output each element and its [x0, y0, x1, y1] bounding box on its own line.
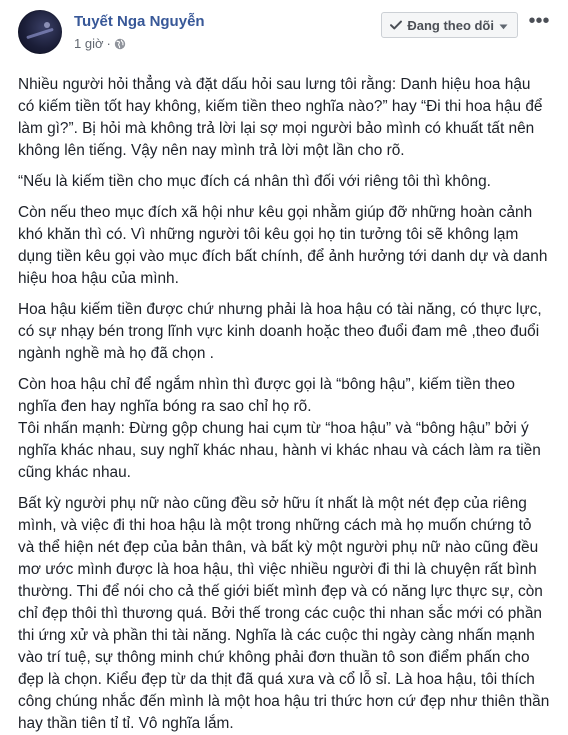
- check-icon: [390, 18, 402, 33]
- more-options-button[interactable]: [528, 10, 550, 36]
- author-name[interactable]: Tuyết Nga Nguyễn: [74, 13, 205, 30]
- post-timestamp[interactable]: 1 giờ: [74, 36, 104, 51]
- post-paragraph: Còn nếu theo mục đích xã hội như kêu gọi nhằm giúp đỡ những hoàn cảnh khó khăn thì có. Vì những người tôi kêu gọi họ tin tưởng tôi sẽ không lạm dụng tiền kêu gọi vào mục đích bất chính, để ảnh hưởng tới danh dự và danh hiệu hoa hậu của mình.: [18, 204, 548, 287]
- post-paragraph: “Nếu là kiếm tiền cho mục đích cá nhân thì đối với riêng tôi thì không.: [18, 173, 491, 190]
- post-header: [18, 10, 550, 60]
- caret-down-icon: [499, 18, 508, 33]
- avatar-decoration: [26, 28, 54, 40]
- avatar-highlight: [44, 22, 50, 28]
- meta-separator: ·: [106, 36, 111, 51]
- following-button[interactable]: [381, 12, 518, 38]
- more-options-icon: •••: [528, 10, 550, 32]
- globe-icon[interactable]: [114, 38, 126, 50]
- post-body: [18, 74, 550, 735]
- post-paragraph: Hoa hậu kiếm tiền được chứ nhưng phải là hoa hậu có tài năng, có thực lực, có sự nhạy bén trong lĩnh vực kinh doanh hoặc theo đuổi đam mê ,theo đuổi ngành nghề mà họ đã chọn .: [18, 301, 542, 362]
- post-paragraph: Nhiều người hỏi thẳng và đặt dấu hỏi sau lưng tôi rằng: Danh hiệu hoa hậu có kiếm tiền tốt hay không, kiếm tiền theo nghĩa nào?” hay “Đi thi hoa hậu để làm gì?”. Bị hỏi mà không trả lời lại sợ mọi người bảo mình có khuất tất nên không lên tiếng. Vậy nên nay mình trả lời một lần cho rõ.: [18, 76, 543, 159]
- following-label: Đang theo dõi: [407, 17, 494, 33]
- post-paragraph: Còn hoa hậu chỉ để ngắm nhìn thì được gọi là “bông hậu”, kiếm tiền theo nghĩa đen hay nghĩa bóng ra sao chỉ họ rõ. Tôi nhấn mạnh: Đừng gộp chung hai cụm từ “hoa hậu” và “bông hậu” bởi ý nghĩa khác nhau, suy nghĩ khác nhau, hành vi khác nhau và cách làm ra tiền cũng khác nhau.: [18, 376, 541, 481]
- post-meta: [74, 36, 126, 51]
- avatar[interactable]: [18, 10, 62, 54]
- post-paragraph: Bất kỳ người phụ nữ nào cũng đều sở hữu ít nhất là một nét đẹp của riêng mình, và việc đi thi hoa hậu là một trong những cách mà họ muốn chứng tỏ và thể hiện nét đẹp của bản thân, và bất kỳ một người phụ nữ nào cũng đều mơ ước mình được là hoa hậu, thì việc nhiều người đi thi là chuyện rất bình thường. Thi để nói cho cả thế giới biết mình đẹp và có năng lực thực sự, còn chỉ đẹp thôi thì thương quá. Bởi thế trong các cuộc thi nhan sắc mới có phần thi ứng xử và phần thi tài năng. Nghĩa là các cuộc thi ngày càng nhấn mạnh vào trí tuệ, sự thông minh chứ không phải đơn thuần tô son điểm phấn cho đẹp là chọn. Kiểu đẹp từ da thịt đã quá xưa và cổ lỗ sỉ. Là hoa hậu, tôi thích công chúng nhắc đến mình là một hoa hậu tri thức hơn cứ đẹp như thiên thần hay thần tiên tỉ tỉ. Vô nghĩa lắm.: [18, 495, 550, 732]
